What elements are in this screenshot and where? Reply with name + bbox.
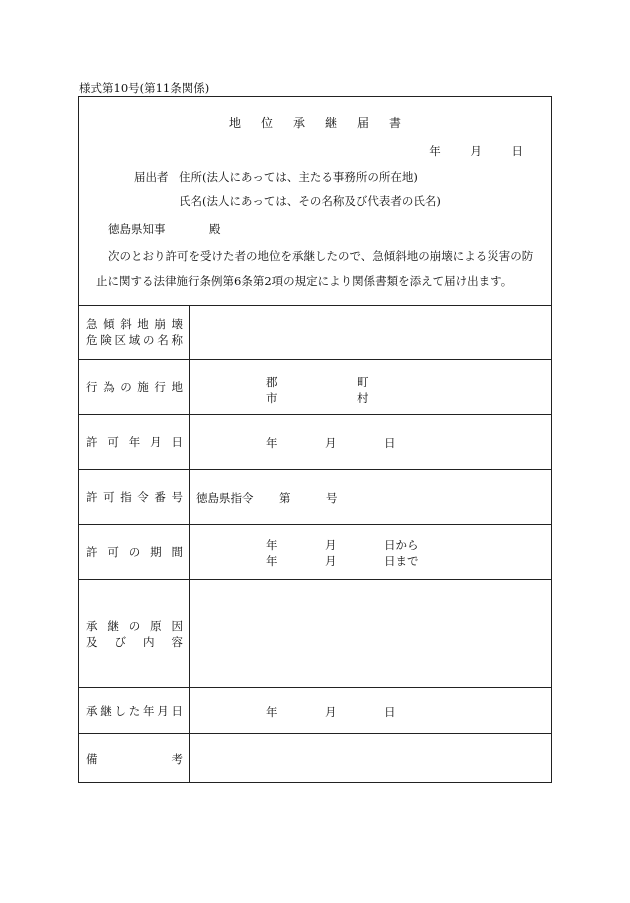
- label-line: [86, 751, 183, 767]
- label-char: 番: [154, 490, 166, 504]
- label-char: 考: [171, 751, 183, 766]
- label-char: 月: [157, 703, 169, 718]
- field-permit-period[interactable]: [190, 525, 551, 579]
- label-char: 指: [120, 490, 132, 504]
- label-char: 危: [86, 333, 98, 347]
- label-area-name: [79, 305, 190, 359]
- label-char: 継: [107, 618, 119, 633]
- label-succession-cause: [79, 580, 190, 687]
- label-char: 急: [86, 317, 98, 331]
- field-succession-cause[interactable]: [190, 580, 551, 687]
- label-char: 年: [128, 435, 141, 449]
- label-char: び: [114, 634, 126, 649]
- to-year-text: 年: [266, 554, 278, 568]
- field-permit-date[interactable]: [190, 415, 551, 469]
- machi-text: 町: [357, 375, 369, 389]
- notification-form: [78, 96, 552, 783]
- row-remarks: [79, 734, 551, 783]
- label-line: [86, 544, 183, 560]
- label-char: 令: [137, 490, 149, 504]
- label-permit-period: [79, 525, 190, 579]
- label-permit-number: [79, 470, 190, 524]
- form-number: 様式第10号(第11条関係): [79, 81, 210, 95]
- label-char: 間: [171, 545, 183, 559]
- label-permit-date: [79, 415, 190, 469]
- row-permit-date: [79, 415, 551, 470]
- label-char: 可: [103, 490, 115, 504]
- date-year: 年: [429, 144, 441, 158]
- submission-date: [403, 143, 523, 159]
- field-succession-date[interactable]: [190, 688, 551, 733]
- label-line: [86, 703, 183, 719]
- label-line: [86, 316, 183, 332]
- year-text: 年: [266, 436, 278, 450]
- label-char: 名: [157, 333, 169, 347]
- gun-text: 郡: [266, 375, 278, 389]
- month-text: 月: [325, 436, 337, 450]
- month-text: 月: [325, 705, 337, 719]
- label-char: 崩: [154, 317, 166, 331]
- label-remarks: [79, 734, 190, 783]
- to-day-text: 日まで: [384, 554, 419, 568]
- label-char: 傾: [103, 317, 115, 331]
- day-text: 日: [384, 705, 396, 719]
- label-char: 原: [150, 618, 162, 633]
- form-table: [79, 305, 551, 783]
- body-text-line-2: 止に関する法律施行条例第6条第2項の規定により関係書類を添えて届け出ます。: [96, 274, 513, 288]
- label-char: 許: [86, 490, 98, 504]
- row-location: [79, 360, 551, 415]
- label-line: [86, 379, 183, 395]
- label-char: 施: [137, 380, 149, 394]
- label-char: 月: [150, 435, 162, 449]
- field-remarks[interactable]: [190, 734, 551, 783]
- mura-text: 村: [357, 391, 369, 405]
- from-month-text: 月: [325, 538, 337, 552]
- label-char: 号: [171, 490, 183, 504]
- label-char: 為: [103, 380, 115, 394]
- label-char: の: [128, 618, 141, 633]
- body-text-line-1: 次のとおり許可を受けた者の地位を承継したので、急傾斜地の崩壊による災害の防: [108, 249, 534, 263]
- from-year-text: 年: [266, 538, 278, 552]
- label-line: [86, 434, 183, 450]
- label-char: 年: [143, 703, 155, 718]
- row-area-name: [79, 305, 551, 360]
- label-char: 区: [114, 333, 126, 347]
- label-char: 可: [107, 545, 119, 559]
- label-location: [79, 360, 190, 414]
- label-char: 称: [171, 333, 183, 347]
- label-char: 容: [171, 634, 183, 649]
- label-char: 日: [171, 703, 183, 718]
- field-area-name[interactable]: [190, 305, 551, 359]
- row-permit-number: [79, 470, 551, 525]
- label-char: 及: [86, 634, 98, 649]
- row-succession-date: [79, 688, 551, 734]
- label-char: 斜: [120, 317, 132, 331]
- label-char: 備: [86, 751, 98, 766]
- field-location[interactable]: [190, 360, 551, 414]
- label-line: [86, 489, 183, 505]
- filer-name: 氏名(法人にあっては、その名称及び代表者の氏名): [179, 194, 441, 208]
- shi-text: 市: [266, 391, 278, 405]
- label-line: [86, 634, 183, 650]
- label-char: 可: [107, 435, 119, 449]
- permit-prefix-text: 徳島県指令: [196, 491, 254, 505]
- label-char: 地: [171, 380, 183, 394]
- label-char: 承: [86, 703, 98, 718]
- label-char: 承: [86, 618, 98, 633]
- label-char: し: [114, 703, 126, 718]
- filer-label: 届出者: [134, 170, 169, 184]
- year-text: 年: [266, 705, 278, 719]
- label-succession-date: [79, 688, 190, 733]
- label-char: 地: [137, 317, 149, 331]
- label-char: 継: [100, 703, 112, 718]
- label-char: 日: [171, 435, 183, 449]
- addressee-name: 徳島県知事: [108, 222, 166, 236]
- label-char: 内: [143, 634, 155, 649]
- label-char: の: [120, 380, 132, 394]
- filer-address: 住所(法人にあっては、主たる事務所の所在地): [179, 170, 418, 184]
- label-char: の: [143, 333, 155, 347]
- row-permit-period: [79, 525, 551, 580]
- label-char: 域: [128, 333, 141, 347]
- label-char: 壊: [171, 317, 183, 331]
- dai-text: 第: [279, 491, 291, 505]
- date-day: 日: [511, 144, 523, 158]
- label-char: 許: [86, 545, 98, 559]
- label-line: [86, 618, 183, 634]
- label-char: の: [128, 545, 141, 559]
- addressee-honorific: 殿: [209, 222, 221, 236]
- row-succession-cause: [79, 580, 551, 688]
- to-month-text: 月: [325, 554, 337, 568]
- label-line: [86, 332, 183, 348]
- go-text: 号: [326, 491, 338, 505]
- form-header: [79, 97, 551, 306]
- label-char: 期: [150, 545, 162, 559]
- from-day-text: 日から: [384, 538, 419, 552]
- label-char: 険: [100, 333, 112, 347]
- form-title: 地位承継届書: [228, 116, 421, 130]
- label-char: 因: [171, 618, 183, 633]
- label-char: 許: [86, 435, 98, 449]
- date-month: 月: [470, 144, 482, 158]
- label-char: 行: [154, 380, 166, 394]
- day-text: 日: [384, 436, 396, 450]
- field-permit-number[interactable]: [190, 470, 551, 524]
- label-char: 行: [86, 380, 98, 394]
- label-char: た: [128, 703, 141, 718]
